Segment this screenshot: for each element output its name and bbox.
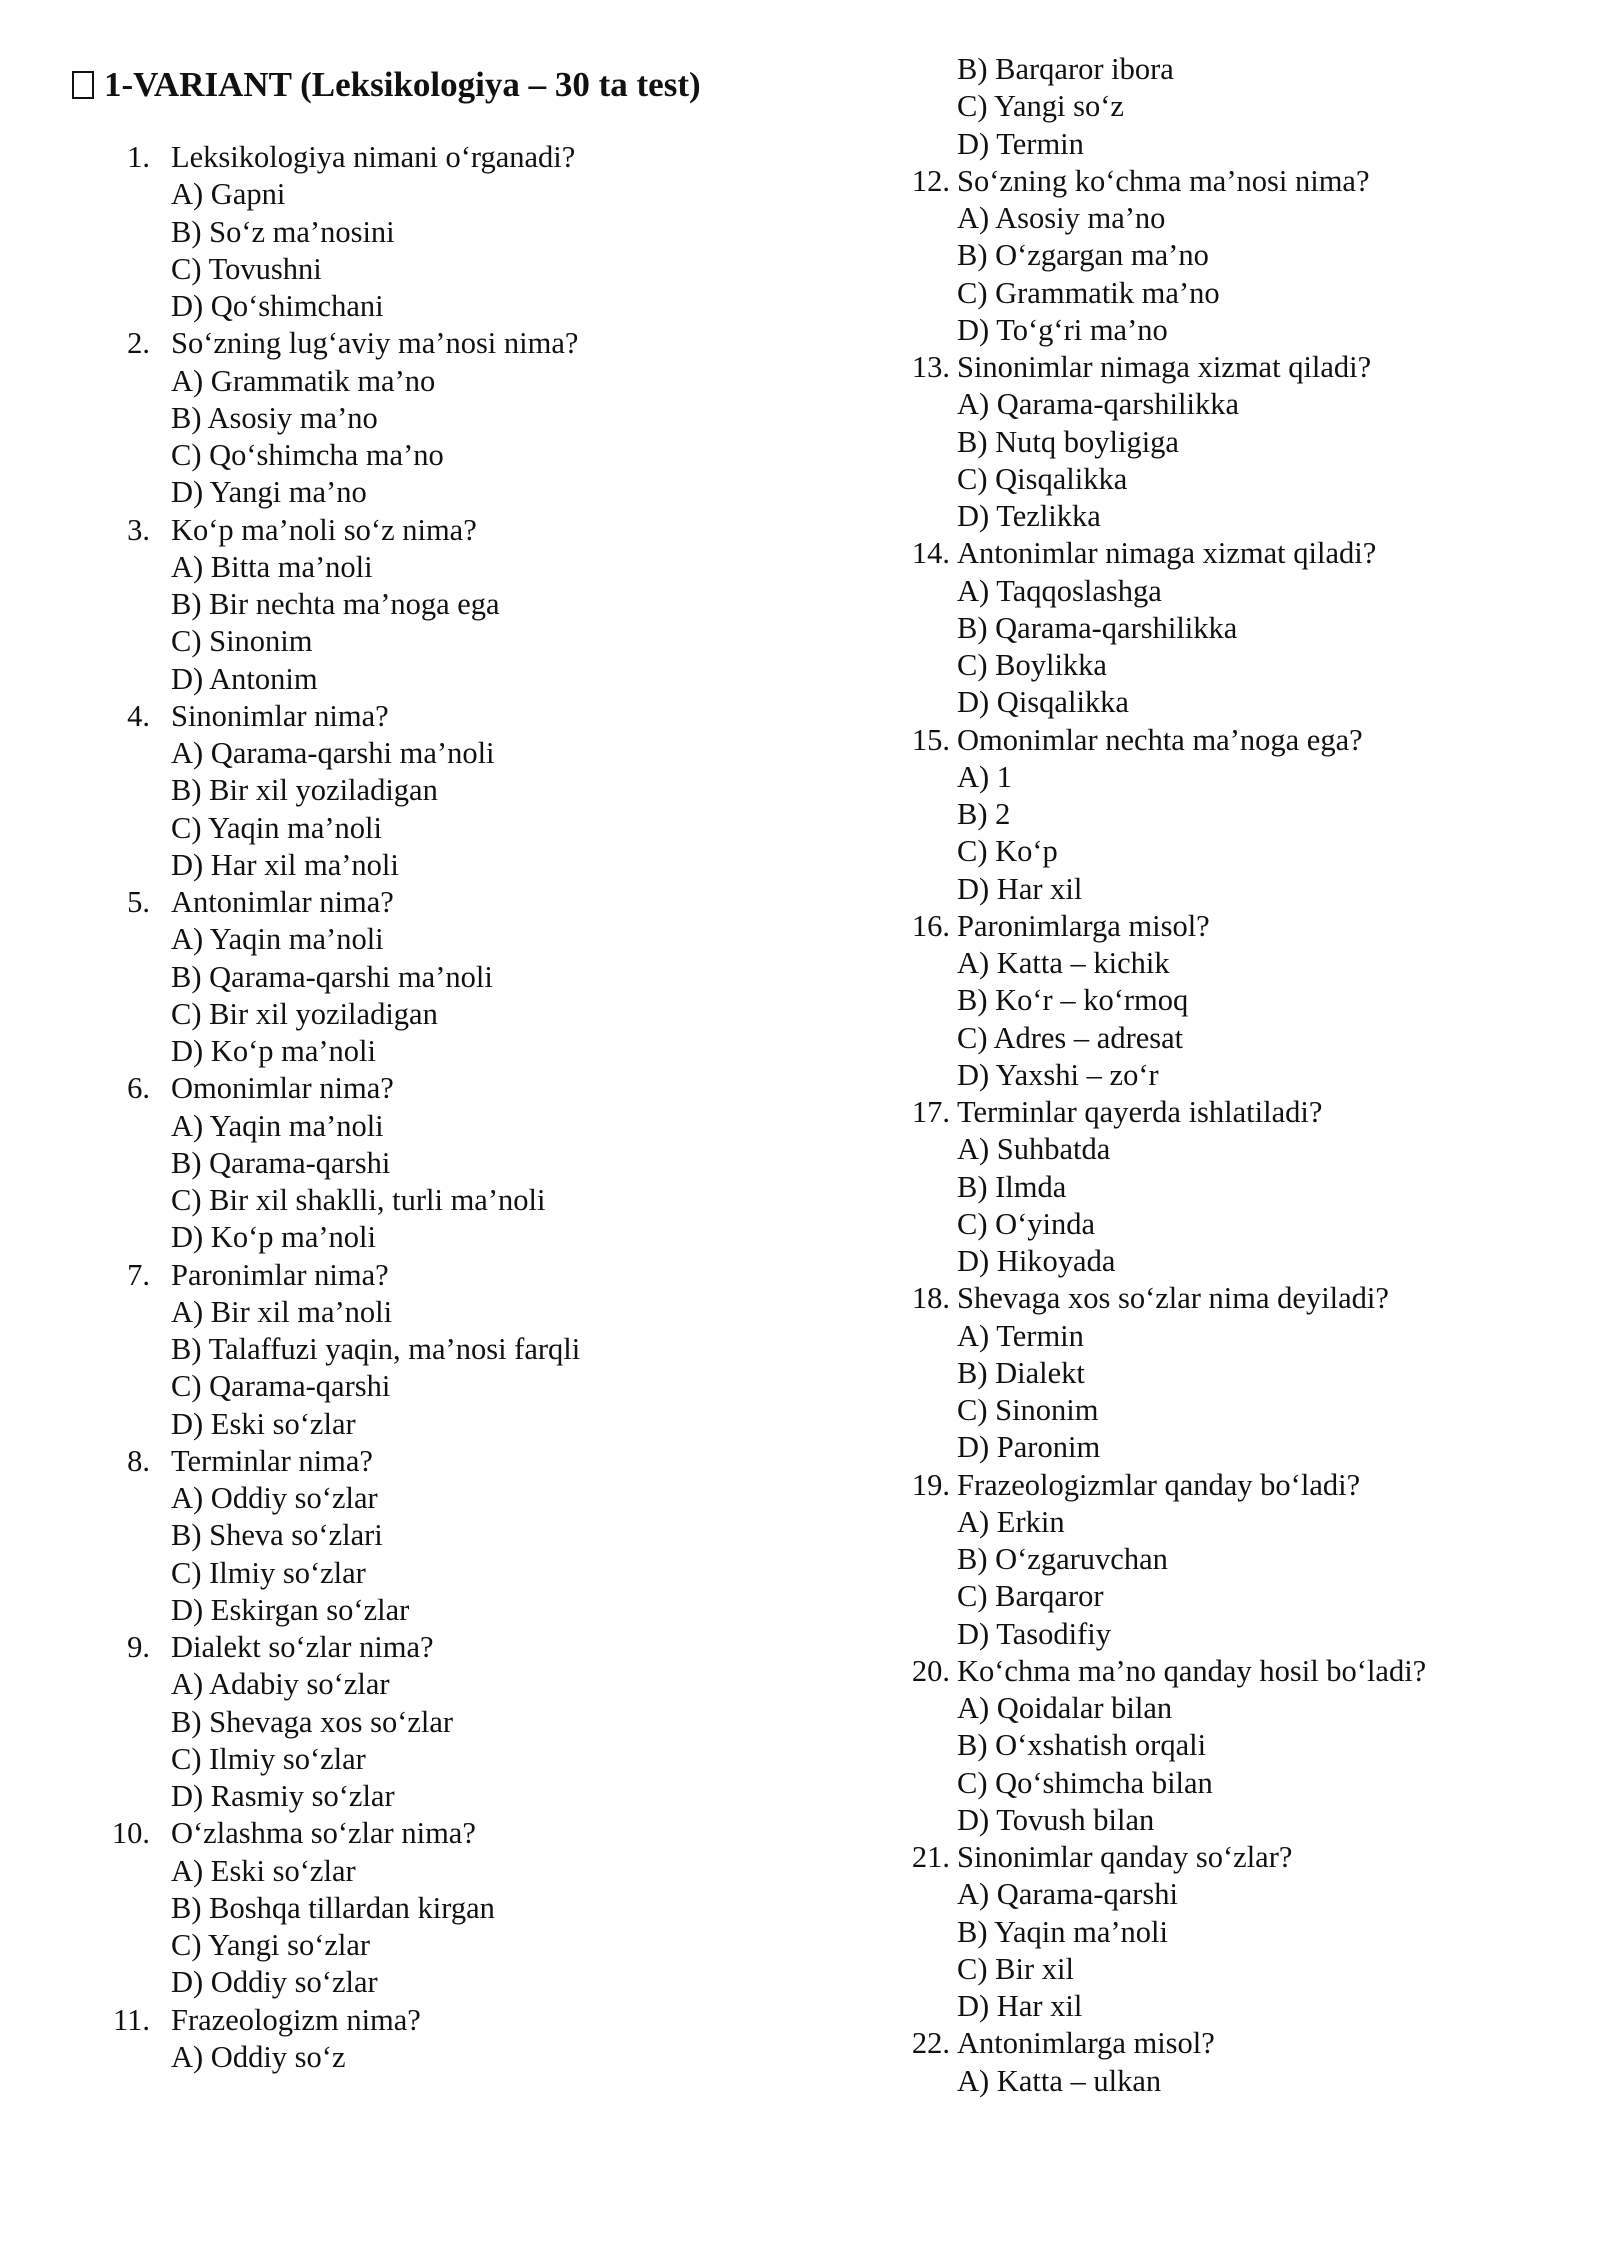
answer-option: A) Bir xil ma’noli: [171, 1294, 393, 1329]
question-text: Sinonimlar qanday so‘zlar?: [957, 1840, 1293, 1874]
question-number: 3.: [127, 512, 150, 547]
answer-option: C) Bir xil shaklli, turli ma’noli: [171, 1183, 546, 1217]
question-text: Terminlar nima?: [171, 1443, 373, 1478]
answer-option: D) Paronim: [957, 1430, 1101, 1465]
question-number: 15.: [911, 722, 950, 757]
question-number: 7.: [127, 1257, 150, 1292]
answer-option: A) Adabiy so‘zlar: [171, 1667, 390, 1702]
answer-option: A) Asosiy ma’no: [957, 201, 1166, 235]
answer-option: B) Talaffuzi yaqin, ma’nosi farqli: [171, 1332, 581, 1366]
page-title-text: 1-VARIANT (Leksikologiya – 30 ta test): [104, 65, 701, 104]
answer-option: C) Boylikka: [957, 648, 1107, 682]
answer-option: A) Bitta ma’noli: [171, 549, 373, 584]
answer-option: A) Eski so‘zlar: [171, 1853, 356, 1888]
answer-option: D) To‘g‘ri ma’no: [957, 312, 1168, 347]
question-number: 1.: [127, 140, 150, 174]
answer-option: B) Boshqa tillardan kirgan: [171, 1890, 495, 1925]
answer-option: A) Qarama-qarshilikka: [957, 387, 1240, 422]
answer-option: D) Qo‘shimchani: [171, 289, 384, 323]
answer-option: C) Tovushni: [171, 251, 322, 286]
answer-option: A) Katta – kichik: [957, 946, 1170, 980]
answer-option: D) Tasodifiy: [957, 1616, 1112, 1651]
answer-option: C) O‘yinda: [957, 1206, 1096, 1241]
question-text: Antonimlar nimaga xizmat qiladi?: [957, 536, 1377, 571]
answer-option: A) Erkin: [957, 1504, 1065, 1539]
answer-option: C) Ilmiy so‘zlar: [171, 1555, 366, 1590]
question-number: 2.: [127, 326, 150, 361]
answer-option: D) Yaxshi – zo‘r: [957, 1057, 1159, 1092]
answer-option: A) Katta – ulkan: [957, 2063, 1162, 2098]
question-text: Sinonimlar nima?: [171, 698, 389, 733]
question-number: 6.: [127, 1071, 150, 1106]
answer-option: D) Antonim: [171, 661, 318, 696]
answer-option: D) Hikoyada: [957, 1244, 1116, 1278]
question-number: 13.: [911, 350, 950, 384]
answer-option: D) Tovush bilan: [957, 1802, 1155, 1837]
answer-option: A) Qarama-qarshi ma’noli: [171, 736, 495, 770]
answer-option: D) Har xil: [957, 1989, 1083, 2023]
question-text: Paronimlar nima?: [171, 1257, 389, 1292]
question-number: 4.: [127, 698, 150, 733]
question-text: O‘zlashma so‘zlar nima?: [171, 1816, 476, 1851]
question-text: Ko‘p ma’noli so‘z nima?: [171, 512, 477, 547]
answer-option: A) Taqqoslashga: [957, 573, 1162, 608]
answer-option: A) Oddiy so‘z: [171, 2039, 346, 2074]
question-number: 17.: [911, 1095, 950, 1129]
answer-option: B) Bir nechta ma’noga ega: [171, 587, 500, 621]
answer-option: B) O‘zgargan ma’no: [957, 238, 1209, 273]
answer-option: D) Eski so‘zlar: [171, 1406, 356, 1441]
answer-option: C) Grammatik ma’no: [957, 275, 1220, 310]
question-text: Terminlar qayerda ishlatiladi?: [957, 1095, 1323, 1129]
answer-option: B) Bir xil yoziladigan: [171, 773, 438, 808]
square-glyph-icon: [72, 71, 94, 99]
page-title: [72, 64, 701, 106]
answer-option: B) Shevaga xos so‘zlar: [171, 1704, 454, 1739]
answer-option: D) Ko‘p ma’noli: [171, 1034, 376, 1068]
answer-option: B) 2: [957, 797, 1011, 831]
answer-option: D) Yangi ma’no: [171, 475, 367, 510]
answer-option: A) 1: [957, 759, 1013, 794]
answer-option: B) Barqaror ibora: [957, 52, 1174, 86]
question-text: Shevaga xos so‘zlar nima deyiladi?: [957, 1281, 1389, 1316]
question-text: Dialekt so‘zlar nima?: [171, 1630, 434, 1664]
answer-option: C) Bir xil yoziladigan: [171, 996, 438, 1031]
answer-option: C) Sinonim: [171, 624, 313, 659]
answer-option: B) O‘zgaruvchan: [957, 1542, 1168, 1576]
answer-option: D) Termin: [957, 126, 1084, 161]
answer-option: B) Dialekt: [957, 1355, 1085, 1390]
answer-option: B) Qarama-qarshi ma’noli: [171, 959, 493, 994]
question-text: Omonimlar nechta ma’noga ega?: [957, 722, 1363, 757]
question-text: Ko‘chma ma’no qanday hosil bo‘ladi?: [957, 1653, 1427, 1688]
answer-option: C) Adres – adresat: [957, 1020, 1184, 1055]
answer-option: C) Barqaror: [957, 1579, 1104, 1614]
answer-option: A) Oddiy so‘zlar: [171, 1481, 378, 1515]
answer-option: B) Asosiy ma’no: [171, 400, 378, 435]
question-text: Paronimlarga misol?: [957, 908, 1210, 943]
answer-option: D) Ko‘p ma’noli: [171, 1220, 376, 1255]
answer-option: B) Qarama-qarshi: [171, 1145, 391, 1180]
answer-option: B) Yaqin ma’noli: [957, 1914, 1168, 1949]
answer-option: A) Yaqin ma’noli: [171, 922, 384, 957]
answer-option: B) Qarama-qarshilikka: [957, 610, 1238, 645]
question-number: 14.: [911, 536, 950, 571]
question-number: 12.: [911, 163, 950, 198]
question-text: Frazeologizm nima?: [171, 2002, 421, 2037]
question-text: Frazeologizmlar qanday bo‘ladi?: [957, 1467, 1361, 1502]
answer-option: B) Ko‘r – ko‘rmoq: [957, 983, 1189, 1018]
answer-option: C) Qarama-qarshi: [171, 1369, 391, 1404]
answer-option: C) Yangi so‘zlar: [171, 1928, 371, 1962]
question-number: 22.: [911, 2026, 950, 2061]
answer-option: C) Yangi so‘z: [957, 89, 1124, 124]
question-number: 9.: [127, 1630, 150, 1664]
answer-option: A) Termin: [957, 1318, 1084, 1353]
answer-option: A) Grammatik ma’no: [171, 363, 436, 398]
answer-option: C) Qo‘shimcha bilan: [957, 1765, 1213, 1800]
answer-option: C) Yaqin ma’noli: [171, 810, 382, 845]
question-number: 18.: [911, 1281, 950, 1316]
question-text: Leksikologiya nimani o‘rganadi?: [171, 140, 576, 174]
answer-option: C) Ko‘p: [957, 834, 1058, 869]
answer-option: D) Qisqalikka: [957, 685, 1129, 720]
answer-option: C) Qo‘shimcha ma’no: [171, 438, 444, 472]
question-number: 19.: [911, 1467, 950, 1502]
question-number: 21.: [911, 1840, 950, 1874]
question-number: 11.: [113, 2002, 150, 2037]
answer-option: C) Ilmiy so‘zlar: [171, 1741, 366, 1776]
question-text: So‘zning lug‘aviy ma’nosi nima?: [171, 326, 579, 361]
question-number: 20.: [911, 1653, 950, 1688]
answer-option: B) So‘z ma’nosini: [171, 214, 395, 249]
answer-option: D) Har xil: [957, 871, 1083, 906]
answer-option: B) Sheva so‘zlari: [171, 1518, 383, 1553]
question-text: Antonimlar nima?: [171, 885, 394, 919]
answer-option: D) Oddiy so‘zlar: [171, 1965, 378, 2000]
answer-option: C) Qisqalikka: [957, 461, 1128, 496]
answer-option: C) Sinonim: [957, 1393, 1099, 1427]
answer-option: D) Har xil ma’noli: [171, 847, 399, 882]
answer-option: D) Eskirgan so‘zlar: [171, 1592, 410, 1627]
question-number: 5.: [127, 885, 150, 919]
answer-option: B) Ilmda: [957, 1169, 1067, 1204]
question-text: Omonimlar nima?: [171, 1071, 394, 1106]
answer-option: A) Qoidalar bilan: [957, 1691, 1173, 1725]
answer-option: D) Rasmiy so‘zlar: [171, 1779, 395, 1813]
answer-option: A) Qarama-qarshi: [957, 1877, 1179, 1912]
question-text: Antonimlarga misol?: [957, 2026, 1215, 2061]
answer-option: D) Tezlikka: [957, 499, 1101, 533]
question-text: Sinonimlar nimaga xizmat qiladi?: [957, 350, 1372, 384]
answer-option: B) O‘xshatish orqali: [957, 1728, 1207, 1763]
answer-option: A) Yaqin ma’noli: [171, 1108, 384, 1143]
answer-option: C) Bir xil: [957, 1951, 1074, 1986]
question-text: So‘zning ko‘chma ma’nosi nima?: [957, 163, 1370, 198]
answer-option: A) Gapni: [171, 177, 286, 212]
question-number: 16.: [911, 908, 950, 943]
question-number: 8.: [127, 1443, 150, 1478]
answer-option: A) Suhbatda: [957, 1132, 1111, 1167]
answer-option: B) Nutq boyligiga: [957, 424, 1179, 459]
question-number: 10.: [111, 1816, 150, 1851]
